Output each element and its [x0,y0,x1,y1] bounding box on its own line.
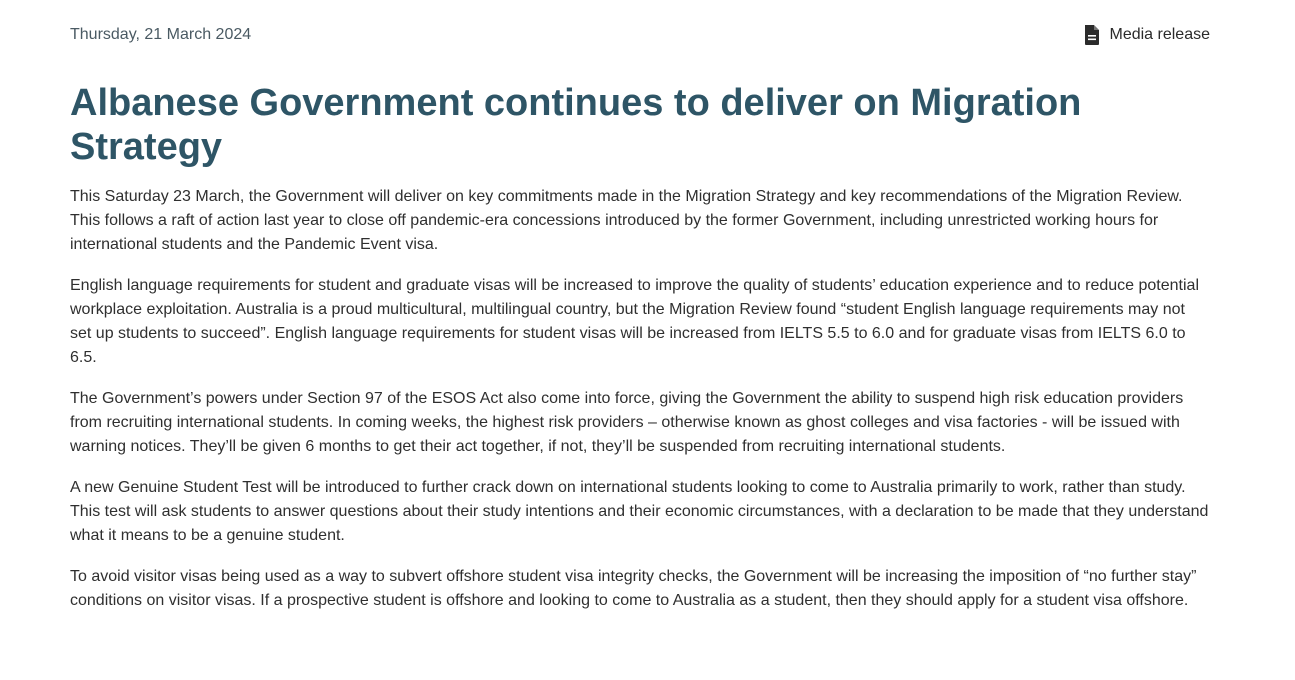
article-body [70,185,1210,613]
document-icon [1083,24,1101,46]
article-paragraph: A new Genuine Student Test will be introduced to further crack down on international students looking to come to Australia primarily to work, rather than study. This test will ask students to answer questions about their study intentions and their economic circumstances, with a declaration to be made that they understand what it means to be a genuine student. [70,479,1209,544]
release-type [1083,24,1211,46]
page-title: Albanese Government continues to deliver on Migration Strategy [70,82,1082,168]
article-paragraph: English language requirements for student and graduate visas will be increased to improve the quality of students’ education experience and to reduce potential workplace exploitation. Australia is a proud multicultural, multilingual country, but the Migration Review found “student English language requirements may not set up students to succeed”. English language requirements for student visas will be increased from IELTS 5.5 to 6.0 and for graduate visas from IELTS 6.0 to 6.5. [70,277,1199,366]
article-paragraph: This Saturday 23 March, the Government will deliver on key commitments made in the Migration Strategy and key recommendations of the Migration Review. This follows a raft of action last year to close off pandemic-era concessions introduced by the former Government, including unrestricted working hours for international students and the Pandemic Event visa. [70,188,1183,253]
meta-row [70,0,1210,47]
article-paragraph: To avoid visitor visas being used as a way to subvert offshore student visa integrity checks, the Government will be increasing the imposition of “no further stay” conditions on visitor visas. If a prospective student is offshore and looking to come to Australia as a student, then they should apply for a student visa offshore. [70,568,1197,609]
article-paragraph: The Government’s powers under Section 97 of the ESOS Act also come into force, giving the Government the ability to suspend high risk education providers from recruiting international students. In coming weeks, the highest risk providers – otherwise known as ghost colleges and visa factories - will be issued with warning notices. They’ll be given 6 months to get their act together, if not, they’ll be suspended from recruiting international students. [70,390,1184,455]
release-type-label: Media release [1109,26,1210,43]
release-date: Thursday, 21 March 2024 [70,26,252,43]
